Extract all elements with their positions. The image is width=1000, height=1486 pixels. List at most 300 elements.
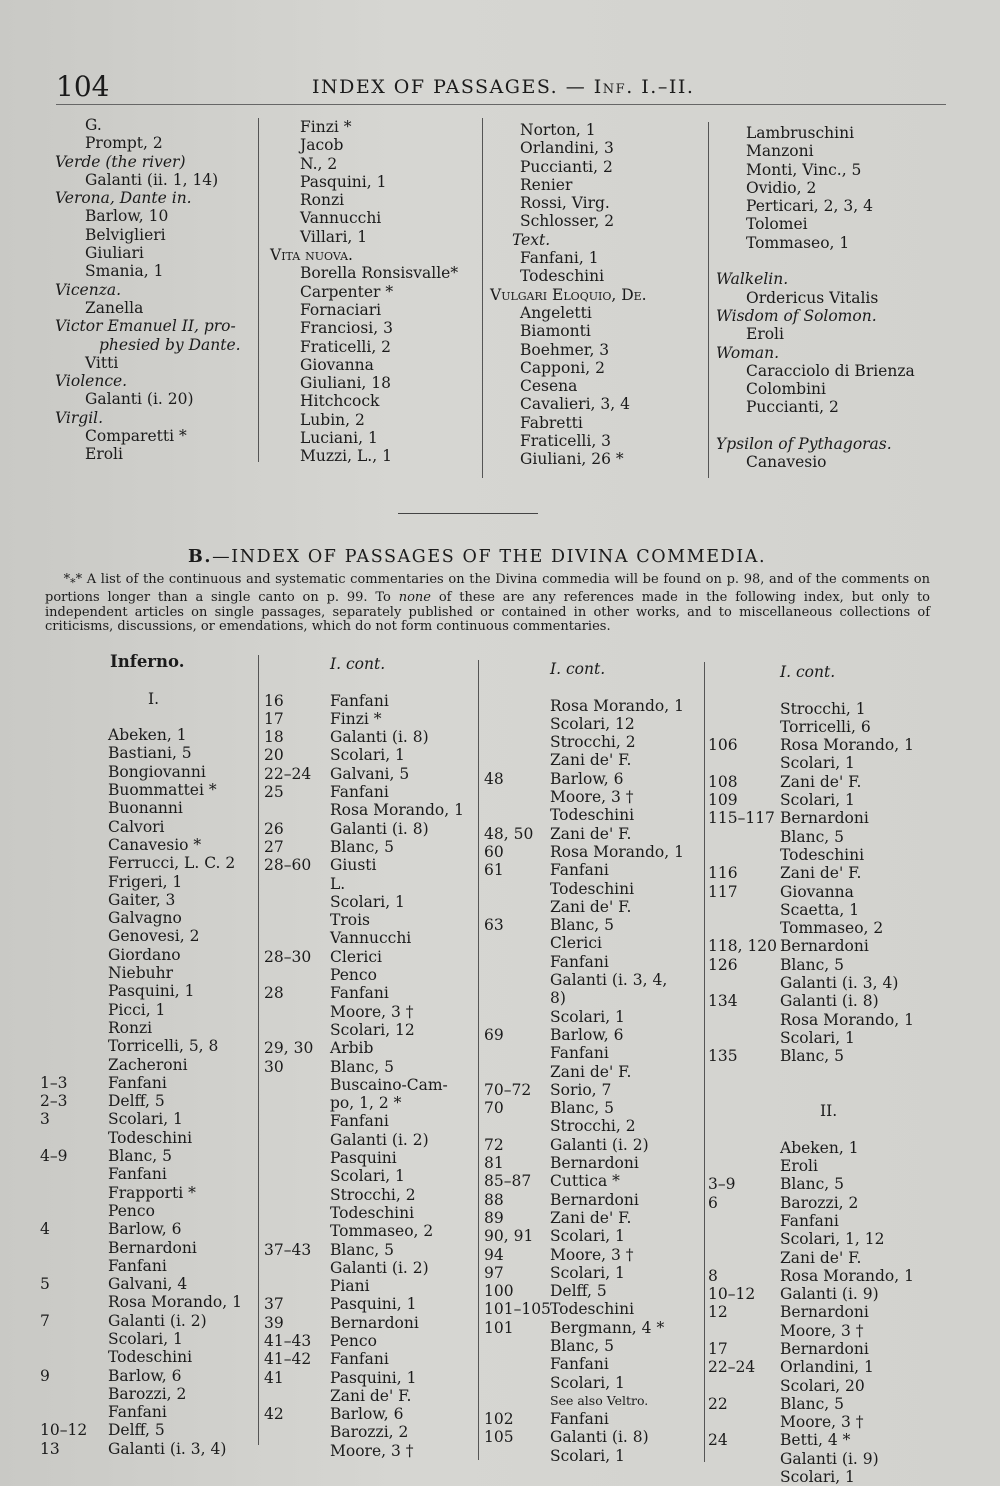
line-number [264, 1222, 330, 1240]
passage-row [264, 801, 464, 819]
commentator-entry: Buscaino-Cam- [330, 1075, 448, 1094]
passage-row [484, 1337, 684, 1355]
index-heading: Ypsilon of Pythagoras. [716, 435, 892, 454]
line-number [484, 788, 550, 806]
index-entry: Fabretti [520, 413, 583, 432]
passage-row [484, 1374, 684, 1392]
passage-row [40, 1257, 242, 1275]
commentator-entry: Strocchi, 2 [550, 733, 636, 752]
column-divider [478, 660, 479, 1460]
line-number [484, 1337, 550, 1355]
line-number [40, 1019, 108, 1037]
commentator-entry: Galanti (i. 2) [550, 1135, 649, 1154]
index-entry: Cesena [520, 377, 578, 396]
index-heading: Virgil. [55, 408, 104, 427]
commentator-entry: Eroli [780, 1157, 818, 1176]
commentator-entry: Zani de' F. [550, 751, 632, 770]
line-number [264, 1442, 330, 1460]
line-number: 94 [484, 1245, 504, 1264]
passage-row [708, 956, 914, 974]
line-number [708, 1157, 780, 1175]
passage-row [484, 1319, 684, 1337]
passage-row [264, 929, 464, 947]
line-number [40, 964, 108, 982]
passage-row [708, 791, 914, 809]
line-number [708, 663, 780, 681]
index-entry: Vannucchi [300, 209, 382, 228]
line-number: 22–24 [264, 764, 312, 783]
passage-row [708, 1340, 914, 1358]
section-b-heading: —INDEX OF PASSAGES OF THE DIVINA COMMEDIA. [212, 547, 767, 567]
line-number [264, 673, 330, 691]
commentator-entry: Giordano [108, 945, 181, 964]
passage-row [264, 1222, 464, 1240]
commentator-entry: Canavesio * [108, 835, 202, 854]
passage-row [484, 1081, 684, 1099]
line-number: 116 [708, 864, 738, 883]
commentator-entry: Moore, 3 † [550, 1245, 634, 1264]
line-number: 81 [484, 1154, 504, 1173]
commentator-entry: Bernardoni [780, 937, 869, 956]
commentator-entry: Galanti (i. 9) [780, 1285, 879, 1304]
line-number: 134 [708, 992, 738, 1011]
commentator-entry: Zani de' F. [550, 897, 632, 916]
commentator-entry: Fanfani [108, 1165, 167, 1184]
commentator-entry: Arbib [330, 1039, 374, 1058]
commentator-entry: Pasquini, 1 [330, 1368, 417, 1387]
commentator-entry: Fanfani [108, 1073, 167, 1092]
passage-row [484, 1355, 684, 1373]
passage-row [484, 1117, 684, 1135]
passage-row [264, 1149, 464, 1167]
passage-row [484, 1191, 684, 1209]
line-number [484, 1355, 550, 1373]
note-text-italic: none [398, 590, 431, 606]
passage-row [708, 1413, 914, 1431]
commentator-entry: Moore, 3 † [780, 1321, 864, 1340]
passage-row [264, 692, 464, 710]
passage-row [40, 1110, 242, 1128]
passage-row [708, 1322, 914, 1340]
index-entry: Tolomei [746, 215, 808, 234]
index-entry: Luciani, 1 [300, 429, 378, 448]
passage-row [264, 1131, 464, 1149]
passage-row [484, 1136, 684, 1154]
index-entry: Eroli [746, 325, 784, 344]
passage-row [40, 836, 242, 854]
passage-row [264, 655, 464, 673]
commentator-entry: Fanfani [550, 1410, 609, 1429]
column-divider [708, 122, 709, 478]
line-number [484, 751, 550, 769]
line-number [708, 1230, 780, 1248]
commentator-entry: Blanc, 5 [780, 1394, 844, 1413]
line-number [40, 1239, 108, 1257]
line-number [40, 708, 108, 726]
commentator-entry: Torricelli, 5, 8 [108, 1037, 219, 1056]
commentator-entry: Barozzi, 2 [330, 1423, 409, 1442]
running-head-title: INDEX OF PASSAGES. — [312, 76, 594, 98]
index-entry: Galanti (i. 20) [85, 390, 194, 409]
passage-row [484, 751, 684, 769]
line-number [264, 929, 330, 947]
commentator-entry: Ferrucci, L. C. 2 [108, 854, 236, 873]
commentator-entry: Galanti (i. 3, 4) [780, 974, 899, 993]
index-entry: Puccianti, 2 [746, 398, 839, 417]
commentator-entry [108, 708, 113, 726]
line-number [484, 989, 550, 1007]
line-number [264, 1094, 330, 1112]
commentator-entry [780, 1066, 785, 1084]
commentator-entry: Blanc, 5 [780, 1175, 844, 1194]
passage-row [484, 971, 684, 989]
passage-row [484, 880, 684, 898]
line-number: 41–42 [264, 1350, 312, 1369]
passage-row [484, 660, 684, 678]
commentator-entry: Clerici [550, 934, 602, 953]
line-number [484, 678, 550, 696]
commentator-entry: Pasquini, 1 [108, 982, 195, 1001]
passage-row [708, 1285, 914, 1303]
passage-row [264, 1112, 464, 1130]
passage-row [40, 946, 242, 964]
line-number [40, 1129, 108, 1147]
commentator-entry: Gaiter, 3 [108, 890, 176, 909]
line-number [264, 1076, 330, 1094]
commentator-entry: Giusti [330, 856, 377, 875]
passage-row [40, 854, 242, 872]
commentator-entry: Blanc, 5 [330, 837, 394, 856]
passage-row [264, 1405, 464, 1423]
index-entry: Giovanna [300, 355, 374, 374]
line-number: 69 [484, 1025, 504, 1044]
line-number [40, 854, 108, 872]
passage-row [264, 856, 464, 874]
passage-row [708, 1120, 914, 1138]
column-divider [704, 662, 705, 1462]
commentator-entry: Delff, 5 [108, 1092, 165, 1111]
passage-row [708, 1011, 914, 1029]
running-head-range: I.–II. [633, 76, 695, 98]
index-heading [716, 252, 915, 270]
line-number [264, 1186, 330, 1204]
passage-row [708, 1175, 914, 1193]
line-number [484, 898, 550, 916]
line-number: 72 [484, 1135, 504, 1154]
line-number [264, 1423, 330, 1441]
commentator-entry: Buommattei * [108, 781, 217, 800]
passage-row [40, 818, 242, 836]
line-number: 60 [484, 842, 504, 861]
commentator-entry: Scolari, 1 [330, 892, 405, 911]
commentator-entry: Scolari, 1, 12 [780, 1230, 885, 1249]
line-number: 25 [264, 783, 284, 802]
passage-row [264, 875, 464, 893]
index-entry: Colombini [746, 380, 826, 399]
line-number [708, 1011, 780, 1029]
line-number [708, 1084, 780, 1102]
passage-row [264, 1241, 464, 1259]
passage-row [40, 1330, 242, 1348]
commentator-entry: Finzi * [330, 709, 382, 728]
line-number [264, 655, 330, 673]
commentator-entry: Bernardoni [780, 1339, 869, 1358]
commentator-entry: Scolari, 1 [330, 1167, 405, 1186]
passage-row [484, 1172, 684, 1190]
line-number [40, 1348, 108, 1366]
passage-row [264, 893, 464, 911]
index-entry: Tommaseo, 1 [746, 233, 850, 252]
line-number: 3 [40, 1110, 50, 1129]
line-number [40, 891, 108, 909]
column-divider [482, 118, 483, 478]
commentator-entry: Zani de' F. [780, 772, 862, 791]
commentator-entry: Barozzi, 2 [780, 1193, 859, 1212]
commentator-entry: Fanfani [330, 783, 389, 802]
line-number: 22 [708, 1394, 728, 1413]
passage-row [40, 726, 242, 744]
line-number: 61 [484, 861, 504, 880]
commentator-entry: Todeschini [108, 1128, 193, 1147]
commentator-entry: Galanti (i. 8) [330, 819, 429, 838]
line-number [484, 733, 550, 751]
commentator-entry: Barozzi, 2 [108, 1384, 187, 1403]
line-number [708, 919, 780, 937]
commentator-entry: Galvani, 4 [108, 1275, 188, 1294]
line-number: 39 [264, 1313, 284, 1332]
passage-row [40, 671, 242, 689]
line-number: 48, 50 [484, 824, 534, 843]
commentator-entry: Betti, 4 * [780, 1431, 851, 1450]
passage-row [484, 715, 684, 733]
line-number [264, 1149, 330, 1167]
line-number [708, 1102, 780, 1120]
commentator-entry: Scolari, 1 [550, 1446, 625, 1465]
line-number: 22–24 [708, 1358, 756, 1377]
line-number [264, 1277, 330, 1295]
line-number [40, 1293, 108, 1311]
passage-row [264, 1350, 464, 1368]
line-number [40, 1001, 108, 1019]
commentator-entry: Rosa Morando, 1 [550, 696, 684, 715]
commentator-entry: Galanti (i. 3, 4) [108, 1439, 227, 1458]
commentator-entry [780, 681, 785, 699]
commentator-entry [780, 1084, 785, 1102]
line-number [484, 806, 550, 824]
commentator-entry [550, 678, 555, 696]
commentator-entry: Zacheroni [108, 1055, 188, 1074]
passage-row [484, 1264, 684, 1282]
line-number: 3–9 [708, 1175, 736, 1194]
line-number: 18 [264, 728, 284, 747]
passage-row [484, 861, 684, 879]
commentator-entry: Fanfani [108, 1256, 167, 1275]
passage-row [264, 1204, 464, 1222]
line-number [484, 953, 550, 971]
index-entry: Cavalieri, 3, 4 [520, 395, 630, 414]
line-number [264, 1204, 330, 1222]
line-number: 97 [484, 1263, 504, 1282]
commentator-entry: Ronzi [108, 1018, 153, 1037]
line-number: 90, 91 [484, 1227, 534, 1246]
index-entry: Fraticelli, 3 [520, 432, 612, 451]
index-entry: Hitchcock [300, 392, 380, 411]
index-entry: Orlandini, 3 [520, 139, 614, 158]
commentator-entry: Todeschini [780, 845, 865, 864]
passage-row [40, 1403, 242, 1421]
commentator-entry: Calvori [108, 817, 165, 836]
commentator-entry: Bongiovanni [108, 762, 206, 781]
passage-row [264, 984, 464, 1002]
index-heading: Victor Emanuel II, pro- [55, 317, 236, 336]
note-mark: * [70, 576, 76, 590]
passage-row [40, 653, 242, 671]
index-entry: Barlow, 10 [85, 207, 169, 226]
passage-row [708, 974, 914, 992]
note-text-2: of these are any references made in the following index, but only to independent articles on single passages, separately published or contained in other works, and to miscellaneous collections of criticisms, discussions, or emendations, which do not form continuous commentaries. [45, 590, 930, 635]
passage-row [484, 1428, 684, 1446]
line-number [40, 982, 108, 1000]
line-number [484, 1044, 550, 1062]
commentator-entry: Scolari, 12 [330, 1020, 415, 1039]
index-entry: Boehmer, 3 [520, 340, 610, 359]
line-number [40, 671, 108, 689]
commentator-entry: Abeken, 1 [780, 1138, 859, 1157]
commentator-entry: Tommaseo, 2 [330, 1222, 434, 1241]
passage-row [40, 1202, 242, 1220]
passage-column-1 [40, 653, 242, 1458]
line-number [708, 1212, 780, 1230]
index-heading: Vicenza. [55, 280, 122, 299]
index-entry: Canavesio [746, 453, 827, 472]
line-number [264, 893, 330, 911]
index-heading: Vulgari Eloquio, De. [490, 285, 647, 304]
line-number: 4 [40, 1220, 50, 1239]
commentator-entry: Buonanni [108, 799, 183, 818]
commentator-entry: Scolari, 1 [780, 1028, 855, 1047]
passage-row [708, 1267, 914, 1285]
passage-row [264, 1094, 464, 1112]
line-number [264, 801, 330, 819]
line-number [40, 1165, 108, 1183]
passage-row [708, 1303, 914, 1321]
passage-row [708, 883, 914, 901]
commentator-entry: Delff, 5 [108, 1421, 165, 1440]
commentator-entry: Pasquini, 1 [330, 1295, 417, 1314]
passage-row [708, 809, 914, 827]
line-number: 42 [264, 1405, 284, 1424]
line-number [484, 1008, 550, 1026]
passage-row [708, 846, 914, 864]
passage-row [40, 1074, 242, 1092]
index-entry: Manzoni [746, 142, 814, 161]
commentator-entry: Blanc, 5 [780, 1047, 844, 1066]
passage-row [40, 708, 242, 726]
passage-row [484, 916, 684, 934]
line-number: 2–3 [40, 1092, 68, 1111]
commentator-entry: Galanti (i. 8) [330, 728, 429, 747]
line-number [40, 799, 108, 817]
passage-row [264, 1021, 464, 1039]
passage-row [484, 825, 684, 843]
commentator-entry: Blanc, 5 [108, 1147, 172, 1166]
line-number [708, 901, 780, 919]
line-number: 28–30 [264, 947, 312, 966]
commentator-entry: Picci, 1 [108, 1000, 166, 1019]
commentator-entry: Blanc, 5 [550, 1099, 614, 1118]
passage-row [40, 1421, 242, 1439]
index-heading: Wisdom of Solomon. [716, 306, 877, 325]
passage-row [484, 843, 684, 861]
passage-row [484, 788, 684, 806]
index-entry: Text. [512, 230, 551, 249]
line-number: 126 [708, 955, 738, 974]
passage-row [484, 1154, 684, 1172]
commentator-entry: Galanti (i. 2) [330, 1130, 429, 1149]
commentator-entry: Bernardoni [550, 1190, 639, 1209]
line-number [40, 1184, 108, 1202]
line-number: 115–117 [708, 809, 775, 828]
line-number [708, 846, 780, 864]
line-number [708, 1413, 780, 1431]
index-entry: Ordericus Vitalis [746, 288, 879, 307]
commentator-entry: Scolari, 1 [550, 1263, 625, 1282]
index-entry: Carpenter * [300, 282, 394, 301]
commentator-entry: Todeschini [330, 1203, 415, 1222]
commentator-entry: Zani de' F. [330, 1386, 412, 1405]
passage-row [40, 1037, 242, 1055]
line-number [484, 1117, 550, 1135]
line-number [264, 1167, 330, 1185]
line-number [484, 1447, 550, 1465]
index-entry: Rossi, Virg. [520, 194, 610, 213]
line-number [708, 1066, 780, 1084]
line-number [708, 700, 780, 718]
commentator-entry: Galanti (i. 2) [108, 1311, 207, 1330]
index-entry: Fornaciari [300, 300, 382, 319]
passage-row [264, 1076, 464, 1094]
commentator-entry: Zani de' F. [780, 1248, 862, 1267]
line-number: 63 [484, 916, 504, 935]
commentator-entry: Todeschini [550, 879, 635, 898]
line-number: 89 [484, 1208, 504, 1227]
passage-row [264, 1387, 464, 1405]
line-number [40, 744, 108, 762]
index-entry: Muzzi, L., 1 [300, 447, 392, 466]
index-entry: Ovidio, 2 [746, 178, 817, 197]
passage-row [484, 1008, 684, 1026]
line-number: 10–12 [708, 1285, 756, 1304]
commentator-entry: Scolari, 1 [108, 1110, 183, 1129]
line-number [40, 1403, 108, 1421]
passage-row [264, 765, 464, 783]
index-entry: Giuliari [85, 244, 144, 263]
commentator-entry: Scolari, 1 [780, 754, 855, 773]
index-entry: Perticari, 2, 3, 4 [746, 197, 873, 216]
commentator-entry: Fanfani [330, 1112, 389, 1131]
passage-row [40, 1275, 242, 1293]
passage-row [708, 901, 914, 919]
passage-row [484, 989, 684, 1007]
passage-row [484, 1099, 684, 1117]
commentator-entry: Galanti (i. 2) [330, 1258, 429, 1277]
passage-row [484, 898, 684, 916]
line-number [40, 946, 108, 964]
passage-row [40, 1165, 242, 1183]
commentator-entry: Barlow, 6 [330, 1405, 404, 1424]
commentator-entry: Rosa Morando, 1 [780, 1266, 914, 1285]
passage-row [264, 1039, 464, 1057]
